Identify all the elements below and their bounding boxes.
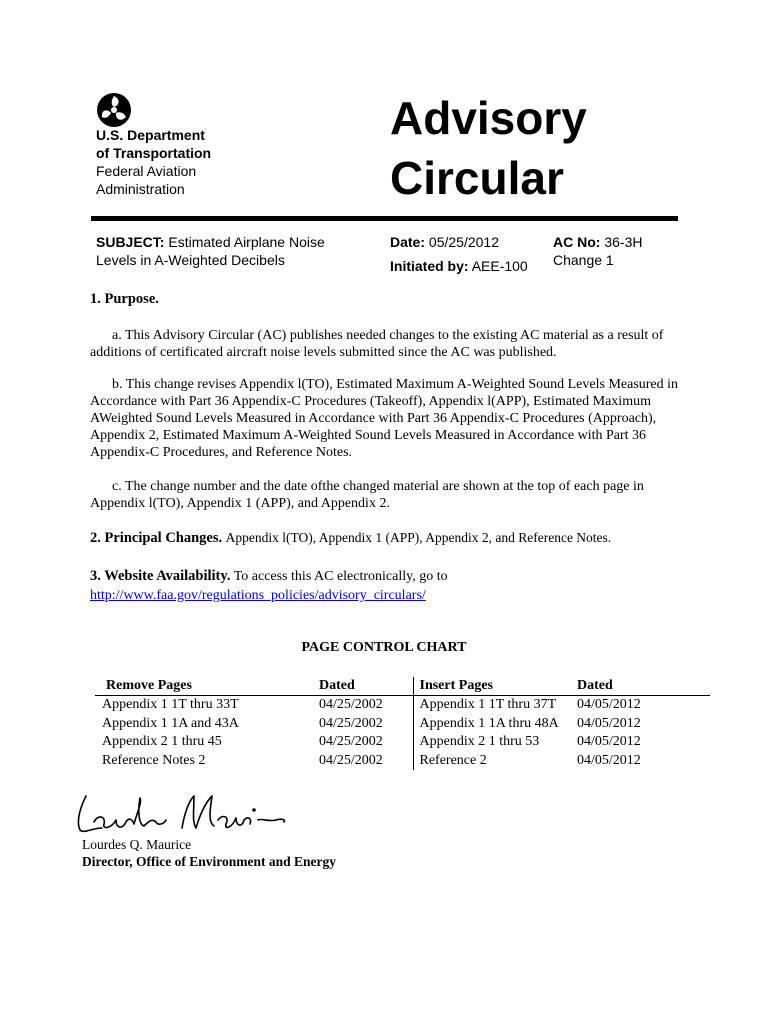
- principal-text: Appendix l(TO), Appendix 1 (APP), Appendix 2, and Reference Notes.: [225, 530, 612, 545]
- initiated-value: AEE-100: [471, 258, 528, 274]
- insert-dated-cell: 04/05/2012: [577, 752, 641, 768]
- dot-logo-icon: [96, 92, 132, 128]
- document-title: [390, 88, 587, 208]
- signatory-position: Director, Office of Environment and Energy: [82, 854, 336, 869]
- header-divider: [91, 216, 678, 221]
- table-row: [95, 752, 710, 771]
- website-heading: 3. Website Availability.: [90, 568, 231, 584]
- purpose-paragraph-c: c. The change number and the date ofthe changed material are shown at the top of each page in Appendix l(TO), Appendix 1 (APP), and Appendix 2.: [90, 479, 644, 511]
- change-number: Change 1: [553, 252, 614, 268]
- title-line-1: Advisory: [390, 92, 587, 144]
- insert-pages-cell: Appendix 1 1T thru 37T: [413, 696, 577, 715]
- table-header-row: [95, 677, 710, 696]
- page-control-title: PAGE CONTROL CHART: [301, 640, 467, 655]
- website-availability: [90, 567, 448, 605]
- page-control-table: [95, 677, 710, 770]
- remove-dated-cell: 04/25/2002: [319, 715, 383, 731]
- agency-line-2: of Transportation: [96, 145, 212, 161]
- insert-dated-cell: 04/05/2012: [577, 715, 641, 731]
- table-row: [95, 696, 710, 715]
- ac-number-field: [553, 233, 642, 269]
- subject-line-1: Estimated Airplane Noise: [168, 234, 325, 250]
- purpose-heading: 1. Purpose.: [90, 291, 159, 307]
- insert-pages-cell: Reference 2: [413, 752, 577, 771]
- header-dated-insert: Dated: [577, 677, 710, 696]
- subject-label: SUBJECT:: [96, 234, 165, 250]
- remove-pages-cell: Appendix 2 1 thru 45: [102, 734, 222, 750]
- agency-block: [96, 126, 211, 198]
- signatory-name: Lourdes Q. Maurice: [82, 837, 192, 852]
- table-row: [95, 733, 710, 752]
- remove-pages-cell: Appendix 1 1A and 43A: [102, 715, 239, 731]
- acno-value: 36-3H: [604, 234, 643, 250]
- insert-dated-cell: 04/05/2012: [577, 697, 641, 713]
- agency-line-4: Administration: [96, 181, 185, 197]
- initiated-label: Initiated by:: [390, 258, 469, 274]
- acno-label: AC No:: [553, 234, 601, 250]
- remove-pages-cell: Reference Notes 2: [102, 752, 206, 768]
- agency-line-3: Federal Aviation: [96, 163, 197, 179]
- subject-line-2: Levels in A-Weighted Decibels: [96, 252, 285, 268]
- purpose-paragraph-a: a. This Advisory Circular (AC) publishes needed changes to the existing AC material as a result of additions of certificated aircraft noise levels submitted since the AC was published.: [90, 328, 664, 360]
- principal-heading: 2. Principal Changes.: [90, 530, 223, 546]
- remove-dated-cell: 04/25/2002: [319, 752, 383, 768]
- signature-block: [82, 836, 336, 870]
- table-row: [95, 715, 710, 734]
- remove-pages-cell: Appendix 1 1T thru 33T: [102, 697, 239, 713]
- date-label: Date:: [390, 234, 426, 250]
- insert-dated-cell: 04/05/2012: [577, 734, 641, 750]
- header-remove-pages: Remove Pages: [95, 677, 319, 696]
- website-link[interactable]: http://www.faa.gov/regulations_policies/advisory_circulars/: [90, 588, 426, 603]
- purpose-paragraph-b: b. This change revises Appendix l(TO), Estimated Maximum A-Weighted Sound Levels Measured in Accordance with Part 36 Appendix-C Procedures (Takeoff), Appendix l(APP), Estimated Maximum AWeighted Sound Levels Measured in Accordance with Part 36 Appendix-C Procedures (Approach), Appendix 2, Estimated Maximum A-Weighted Sound Levels Measured in Accordance with Part 36 Appendix-C Procedures, and Reference Notes.: [90, 377, 679, 460]
- principal-changes: [90, 530, 611, 547]
- insert-pages-cell: Appendix 1 1A thru 48A: [413, 715, 577, 734]
- initiated-field: [390, 257, 528, 275]
- handwritten-signature: [72, 788, 292, 840]
- header-dated-remove: Dated: [319, 677, 413, 696]
- remove-dated-cell: 04/25/2002: [319, 697, 383, 713]
- insert-pages-cell: Appendix 2 1 thru 53: [413, 733, 577, 752]
- header-insert-pages: Insert Pages: [413, 677, 577, 696]
- website-text: To access this AC electronically, go to: [233, 569, 448, 584]
- agency-line-1: U.S. Department: [96, 127, 205, 143]
- date-field: [390, 233, 499, 251]
- title-line-2: Circular: [390, 152, 564, 204]
- remove-dated-cell: 04/25/2002: [319, 734, 383, 750]
- date-value: 05/25/2012: [428, 234, 499, 250]
- subject-block: [96, 233, 376, 269]
